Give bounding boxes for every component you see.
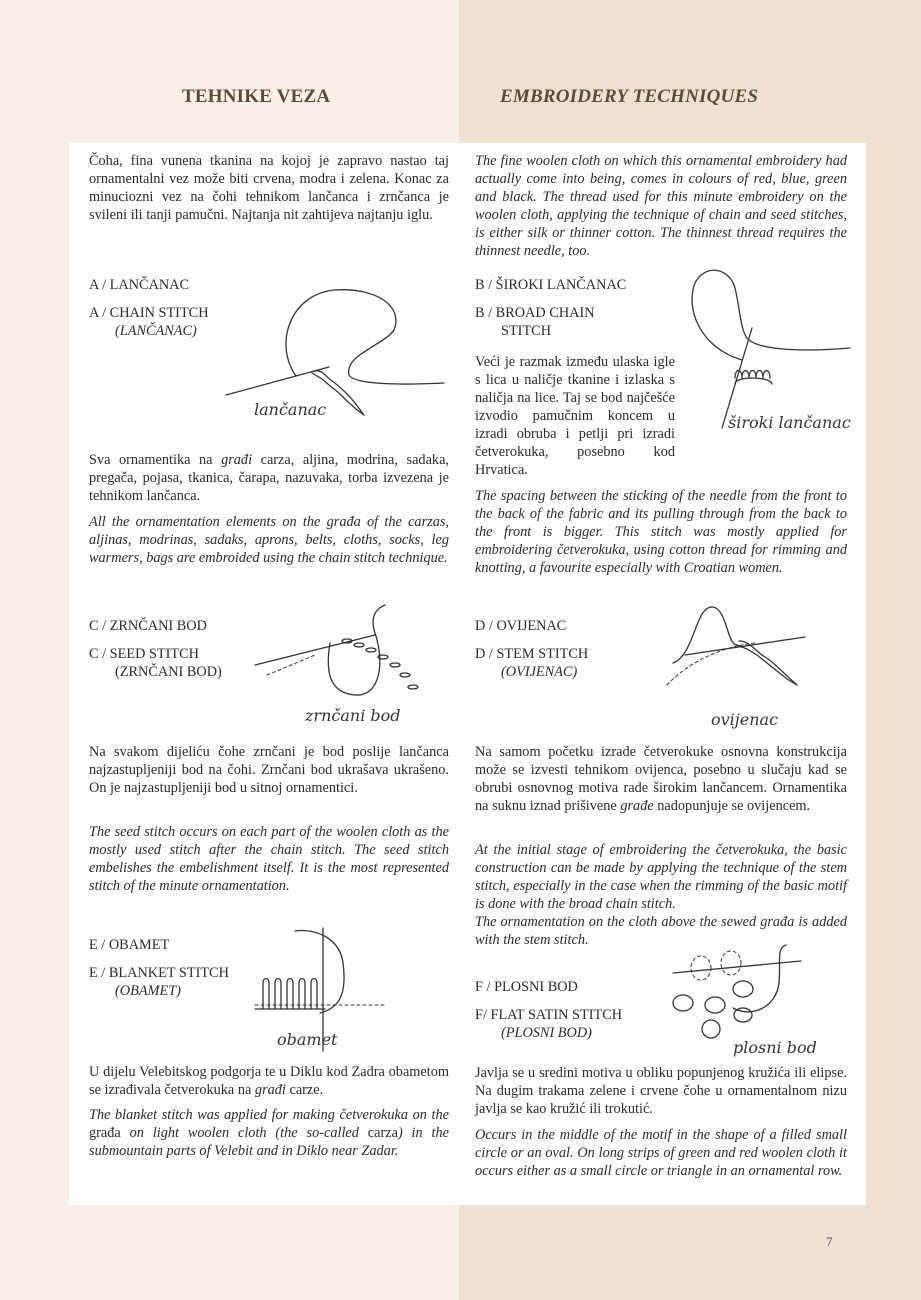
section-d-title-en-sub: (OVIJENAC) xyxy=(501,664,578,680)
broad-chain-stitches xyxy=(735,371,772,385)
section-e-text-en-grada: građa xyxy=(89,1125,121,1141)
section-e-text-hr-emphasis: građi xyxy=(254,1082,286,1098)
broad-chain-stitch-illustration xyxy=(680,268,860,438)
satin-thread xyxy=(733,945,786,1012)
section-c-title-hr: C / ZRNČANI BOD xyxy=(89,618,207,634)
section-a-text-en: All the ornamentation elements on the građa of the carzas, aljinas, modrinas, sadaks, aprons, belts, cloths, socks, leg warmers, bags are embroided using the chain stitch technique. xyxy=(89,514,449,566)
section-a-text-hr-part2: carza, aljina, modrina, sadaka, pregača, pojasa, tkanica, čarapa, nazuvaka, torba izvezena je tehnikom lančanca. xyxy=(89,452,449,504)
section-d-title-en xyxy=(475,645,588,681)
seed-figure-caption: zrnčani bod xyxy=(305,706,401,725)
section-e-text-en-part2: on light woolen cloth (the so-called xyxy=(120,1125,368,1141)
section-d-title-hr: D / OVIJENAC xyxy=(475,618,567,634)
section-c-title-en-main: C / SEED STITCH xyxy=(89,646,200,662)
blanket-stitch-illustration xyxy=(255,923,415,1053)
section-f-title-en-main: F/ FLAT SATIN STITCH xyxy=(475,1007,623,1023)
heading-croatian: TEHNIKE VEZA xyxy=(182,86,331,107)
seed-needle xyxy=(255,635,375,665)
section-d-text-en-part2: The ornamentation on the cloth above the sewed građa is added with the stem stitch. xyxy=(475,914,847,948)
section-d-text-en xyxy=(475,841,847,949)
broad-chain-thread-loop xyxy=(692,270,850,360)
blanket-loops xyxy=(263,979,317,1010)
flat-satin-stitch-illustration xyxy=(671,943,841,1068)
section-d-text-hr xyxy=(475,743,847,815)
section-a-title-en-main: A / CHAIN STITCH xyxy=(89,305,209,321)
section-e-text-hr xyxy=(89,1063,449,1099)
heading-english: EMBROIDERY TECHNIQUES xyxy=(500,86,759,107)
section-b-title-en xyxy=(475,304,595,340)
stem-figure-caption: ovijenac xyxy=(711,710,779,729)
section-b-title-hr: B / ŠIROKI LANČANAC xyxy=(475,277,627,293)
section-a-title-en-sub: (LANČANAC) xyxy=(115,323,197,339)
section-e-text-en-part1: The blanket stitch was applied for making četverokuka on the xyxy=(89,1107,449,1123)
section-e-text-hr-part2: carze. xyxy=(285,1082,324,1098)
stem-needle xyxy=(685,637,805,655)
page-number: 7 xyxy=(826,1234,833,1249)
section-d-text-hr-part2: nadopunjuje se ovijencem. xyxy=(653,798,811,814)
section-c-text-hr: Na svakom dijeliću čohe zrnčani je bod poslije lančanca najzastupljeniji bod na čohi. Zrnčani bod ukrašava ukrašeno. On je najzastupljeniji bod u sitnoj ornamentici. xyxy=(89,744,449,796)
section-a-text-hr xyxy=(89,451,449,505)
section-c-title-en-sub: (ZRNČANI BOD) xyxy=(115,664,222,680)
section-f-title-en-sub: (PLOSNI BOD) xyxy=(501,1025,592,1041)
section-e-text-en xyxy=(89,1106,449,1160)
section-e-title-en-main: E / BLANKET STITCH xyxy=(89,965,229,981)
section-e-title-en-sub: (OBAMET) xyxy=(115,983,181,999)
intro-english: The fine woolen cloth on which this ornamental embroidery had actually come into being, comes in colours of red, blue, green and black. The thread used for this minute embroidery on the woolen cloth, applying the technique of chain and seed stitches, is either silk or thinner cotton. The thinnest thread requires the thinnest needle, too. xyxy=(475,153,847,259)
content-box xyxy=(69,143,866,1205)
section-d-text-en-part1: At the initial stage of embroidering the četverokuka, the basic construction can be made by applying the technique of the stem stitch, especially in the case when the rimming of the basic motif is done with the broad chain stitch. xyxy=(475,842,847,912)
section-a-text-hr-part1: Sva ornamentika na xyxy=(89,452,222,468)
blanket-thread xyxy=(295,930,344,1013)
intro-croatian: Čoha, fina vunena tkanina na kojoj je zapravo nastao taj ornamentalni vez može biti crvena, modra i zelena. Konac za minuciozni vez na čohi tehnikom lančanca i zrnčanca je svileni ili tanji pamučni. Najtanja nit zahtijeva najtanju iglu. xyxy=(89,153,449,223)
section-e-title-hr: E / OBAMET xyxy=(89,937,170,953)
section-a-title-hr: A / LANČANAC xyxy=(89,277,190,293)
chain-thread-loop xyxy=(286,290,444,384)
section-b-text-hr: Veći je razmak između ulaska igle s lica u naličje tkanine i izlaska s naličja na lice. Taj se bod najčešće izvodio pamučnim koncem u izradi obruba i petlji pri izradi četverokuka, posebno kod Hrvatica. xyxy=(475,354,675,478)
section-c-title-en xyxy=(89,645,222,681)
section-a-text-hr-emphasis: građi xyxy=(221,452,253,468)
section-f-text-en: Occurs in the middle of the motif in the shape of a filled small circle or an oval. On long strips of green and red woolen cloth it occurs either as a small circle or triangle in an ornamental row. xyxy=(475,1127,847,1179)
section-c-text-en: The seed stitch occurs on each part of the woolen cloth as the mostly used stitch after the chain stitch. The seed stitch embelishes the embelishment itself. It is the most represented stitch of the minute ornamentation. xyxy=(89,824,449,894)
satin-needle xyxy=(673,961,801,973)
section-e-title-en xyxy=(89,964,229,1000)
section-d-text-hr-part1: Na samom početku izrade četverokuke osnovna konstrukcija može se izvesti tehnikom ovijenca, posebno u slučaju kad se obrubi osnovnog motiva rade širokim lančancem. Ornamentika na suknu iznad prišivene xyxy=(475,744,847,814)
seed-stitch-illustration xyxy=(255,603,455,733)
chain-figure-caption: lančanac xyxy=(254,400,327,419)
stem-twist xyxy=(737,645,797,685)
broad-chain-figure-caption: široki lančanac xyxy=(728,413,851,432)
section-d-text-hr-emphasis: građe xyxy=(620,798,654,814)
section-e-text-hr-part1: U dijelu Velebitskog podgorja te u Diklu kod Zadra obametom se izrađivala četverokuka na xyxy=(89,1064,449,1098)
section-f-title-en xyxy=(475,1006,622,1042)
section-f-text-hr: Javlja se u sredini motiva u obliku popunjenog kružića ili elipse. Na dugim trakama zelene i crvene čohe u ornamentalnom nizu javlja se kao kružić ili trokutić. xyxy=(475,1065,847,1117)
section-a-title-en xyxy=(89,304,209,340)
section-e-text-en-part3: ) in the submountain parts of Velebit and in Diklo near Zadar. xyxy=(89,1125,449,1159)
section-b-title-en-main: B / BROAD CHAIN xyxy=(475,305,595,321)
stem-stitch-illustration xyxy=(665,605,835,730)
section-d-title-en-main: D / STEM STITCH xyxy=(475,646,589,662)
section-e-text-en-carza: carza xyxy=(367,1125,398,1141)
stem-thread-arc xyxy=(673,607,737,663)
section-b-title-en-sub: STITCH xyxy=(501,323,552,339)
blanket-figure-caption: obamet xyxy=(277,1030,338,1049)
chain-stitch-illustration xyxy=(204,285,464,435)
section-b-text-en: The spacing between the sticking of the needle from the front to the back of the fabric and its pulling through from the back to the front is bigger. This stitch was mostly applied for embroidering četverokuka, using cotton thread for rimming and knotting, a favourite especially with Croatian women. xyxy=(475,488,847,576)
satin-figure-caption: plosni bod xyxy=(733,1038,817,1057)
section-f-title-hr: F / PLOSNI BOD xyxy=(475,979,578,995)
